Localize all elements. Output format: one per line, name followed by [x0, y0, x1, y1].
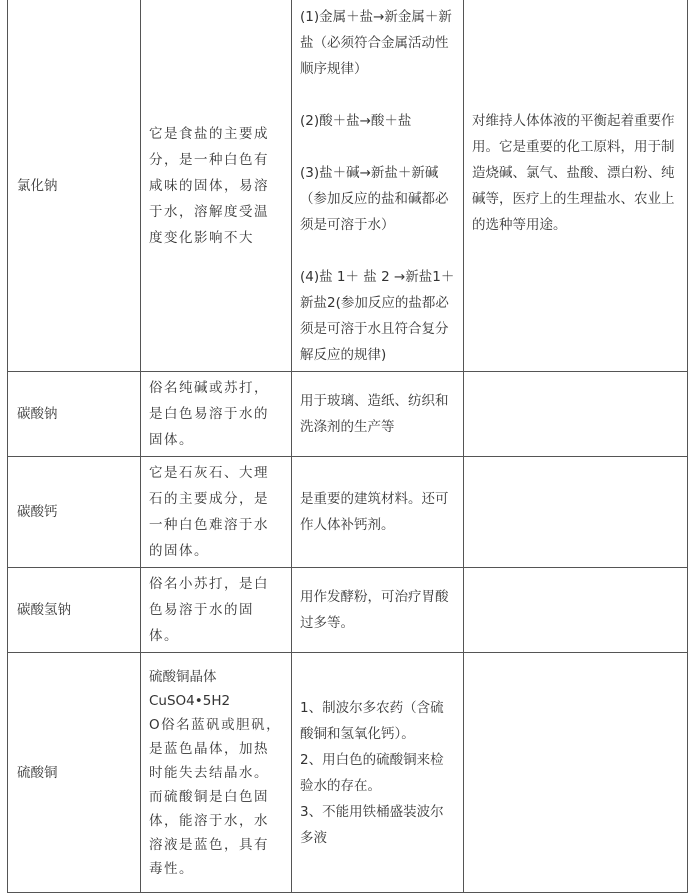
- property-line: O俗名蓝矾或胆矾，是蓝色晶体，加热时能失去结晶水。而硫酸铜是白色固体，能溶于水，水溶液是蓝色，具有毒性。: [149, 716, 282, 877]
- reaction-item: (3)盐＋碱→新盐＋新碱（参加反应的盐和碱都必须是可溶于水）: [300, 164, 449, 233]
- substance-name: 氯化钠: [8, 0, 141, 372]
- use-cell: 对维持人体体液的平衡起着重要作用。它是重要的化工原料，用于制造烧碱、氯气、盐酸、漂白粉、纯碱等，医疗上的生理盐水、农业上的选种等用途。: [464, 0, 688, 372]
- reaction-cell: [292, 0, 464, 372]
- property-cell: 俗名纯碱或苏打，是白色易溶于水的固体。: [141, 372, 292, 457]
- substance-name: 碳酸钠: [8, 372, 141, 457]
- use-cell: [464, 653, 688, 893]
- table-row: [8, 0, 688, 372]
- spacer: [300, 134, 455, 160]
- use-cell: [464, 568, 688, 653]
- salt-properties-table: [7, 0, 688, 893]
- substance-name: 碳酸钙: [8, 457, 141, 568]
- reaction-item: (1)金属＋盐→新金属＋新盐（必须符合金属活动性顺序规律）: [300, 8, 452, 77]
- property-cell: [141, 653, 292, 893]
- table-row: [8, 653, 688, 893]
- property-cell: 它是石灰石、大理石的主要成分，是一种白色难溶于水的固体。: [141, 457, 292, 568]
- spacer: [300, 82, 455, 108]
- use-item: 2、用白色的硫酸铜来检验水的存在。: [300, 751, 444, 794]
- reaction-cell: 用作发酵粉，可治疗胃酸过多等。: [292, 568, 464, 653]
- reaction-item: (4)盐 1＋ 盐 2 →新盐1＋新盐2(参加反应的盐都必须是可溶于水且符合复分解反应的规律): [300, 268, 455, 363]
- substance-name: 碳酸氢钠: [8, 568, 141, 653]
- reaction-cell: 用于玻璃、造纸、纺织和洗涤剂的生产等: [292, 372, 464, 457]
- property-line: 硫酸铜晶体: [149, 668, 217, 685]
- property-cell: 它是食盐的主要成分，是一种白色有咸味的固体，易溶于水，溶解度受温度变化影响不大: [141, 0, 292, 372]
- reaction-cell: 是重要的建筑材料。还可作人体补钙剂。: [292, 457, 464, 568]
- substance-name: 硫酸铜: [8, 653, 141, 893]
- property-line: CuSO4•5H2: [149, 692, 231, 709]
- use-item: 3、不能用铁桶盛装波尔多液: [300, 803, 444, 846]
- use-item: 1、制波尔多农药（含硫酸铜和氢氧化钙）。: [300, 699, 444, 742]
- use-cell: [464, 457, 688, 568]
- table-row: [8, 372, 688, 457]
- property-cell: 俗名小苏打，是白色易溶于水的固体。: [141, 568, 292, 653]
- use-cell: [464, 372, 688, 457]
- spacer: [300, 238, 455, 264]
- reaction-cell: [292, 653, 464, 893]
- table-row: [8, 457, 688, 568]
- table-row: [8, 568, 688, 653]
- reaction-item: (2)酸＋盐→酸＋盐: [300, 112, 412, 129]
